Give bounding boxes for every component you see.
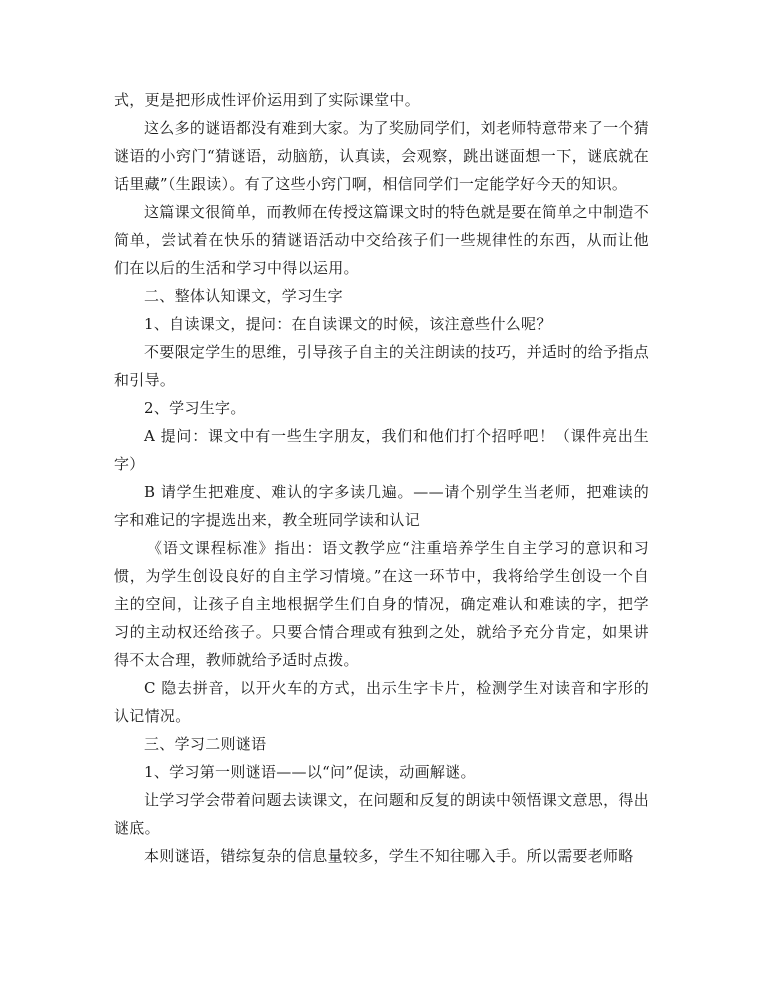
paragraph: 本则谜语，错综复杂的信息量较多，学生不知往哪入手。所以需要老师略 (144, 847, 634, 865)
paragraph: 《语文课程标准》指出：语文教学应“注重培养学生自主学习的意识和习惯，为学生创设良好的自主学习情境。”在这一环节中，我将给学生创设一个自主的空间，让孩子自主地根据学生们自身的情况，确定难认和难读的字，把学习的主动权还给孩子。只要合情合理或有独到之处，就给予充分肯定，如果讲得不太合理，教师就给予适时点拨。 (114, 539, 649, 669)
section-heading: 三、学习二则谜语 (144, 735, 267, 753)
paragraph: 这么多的谜语都没有难到大家。为了奖励同学们，刘老师特意带来了一个猜谜语的小窍门“猜谜语，动脑筋，认真读，会观察，跳出谜面想一下，谜底就在话里藏”（生跟读）。有了这些小窍门啊，相信同学们一定能学好今天的知识。 (114, 119, 649, 193)
paragraph: 这篇课文很简单，而教师在传授这篇课文时的特色就是要在简单之中制造不简单，尝试着在快乐的猜谜语活动中交给孩子们一些规律性的东西，从而让他们在以后的生活和学习中得以运用。 (114, 203, 649, 277)
paragraph: 式，更是把形成性评价运用到了实际课堂中。 (114, 91, 421, 109)
paragraph: 1、自读课文，提问：在自读课文的时候，该注意些什么呢？ (144, 315, 552, 333)
paragraph: A 提问：课文中有一些生字朋友，我们和他们打个招呼吧！（课件亮出生字） (114, 427, 649, 473)
paragraph: C 隐去拼音，以开火车的方式，出示生字卡片，检测学生对读音和字形的认记情况。 (114, 679, 649, 725)
document-body (114, 86, 649, 870)
section-heading: 二、整体认知课文，学习生字 (144, 287, 343, 305)
paragraph: 1、学习第一则谜语——以“问”促读，动画解谜。 (144, 763, 476, 781)
paragraph: 不要限定学生的思维，引导孩子自主的关注朗读的技巧，并适时的给予指点和引导。 (114, 343, 649, 389)
paragraph: B 请学生把难度、难认的字多读几遍。——请个别学生当老师，把难读的字和难记的字提选出来，教全班同学读和认记 (114, 483, 649, 529)
paragraph: 让学习学会带着问题去读课文，在问题和反复的朗读中领悟课文意思，得出谜底。 (114, 791, 649, 837)
paragraph: 2、学习生字。 (144, 399, 246, 417)
